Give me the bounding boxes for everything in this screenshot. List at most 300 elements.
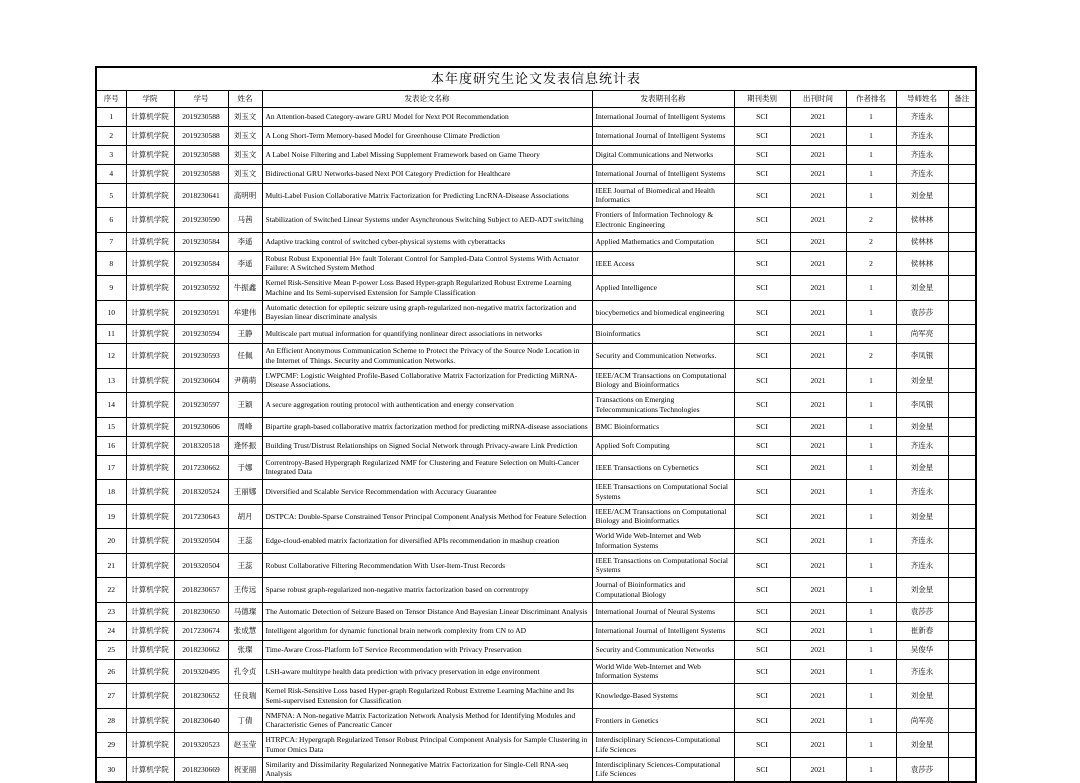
cell: 2019230604 (174, 368, 228, 393)
publication-statistics-table (95, 66, 977, 783)
cell: 2018230650 (174, 602, 228, 621)
cell: SCI (734, 232, 790, 251)
cell: Security and Communication Networks. (592, 344, 734, 369)
cell: Bipartite graph-based collaborative matrix factorization method for predicting miRNA-disease associations (262, 417, 592, 436)
cell: SCI (734, 325, 790, 344)
cell: 李遥 (228, 232, 262, 251)
cell: 1 (846, 578, 896, 603)
cell: SCI (734, 659, 790, 684)
cell: 1 (846, 659, 896, 684)
cell: Security and Communication Networks (592, 640, 734, 659)
cell: 21 (96, 553, 126, 578)
cell: DSTPCA: Double-Sparse Constrained Tensor Principal Component Analysis Method for Feature Selection (262, 504, 592, 529)
cell: A Long Short-Term Memory-based Model for Greenhouse Climate Prediction (262, 126, 592, 145)
cell: 王传远 (228, 578, 262, 603)
table-title-row (96, 67, 976, 90)
cell: 27 (96, 684, 126, 709)
cell (948, 325, 976, 344)
cell: IEEE Transactions on Computational Social Systems (592, 480, 734, 505)
cell: 计算机学院 (126, 145, 174, 164)
cell: SCI (734, 251, 790, 276)
cell: 计算机学院 (126, 300, 174, 325)
cell: 祝亚丽 (228, 757, 262, 782)
cell: 刘金星 (896, 733, 948, 758)
cell: SCI (734, 276, 790, 301)
cell: 计算机学院 (126, 107, 174, 126)
cell: Robust Collaborative Filtering Recommendation With User-Item-Trust Records (262, 553, 592, 578)
page-title: 本年度研究生论文发表信息统计表 (96, 67, 976, 90)
cell: SCI (734, 145, 790, 164)
cell: 2019230588 (174, 145, 228, 164)
cell: Applied Intelligence (592, 276, 734, 301)
cell: 2018230669 (174, 757, 228, 782)
cell: IEEE Transactions on Cybernetics (592, 455, 734, 480)
cell: 2 (846, 251, 896, 276)
cell: International Journal of Intelligent Systems (592, 107, 734, 126)
cell: Building Trust/Distrust Relationships on Signed Social Network through Privacy-aware Link Prediction (262, 436, 592, 455)
cell: SCI (734, 708, 790, 733)
table-header-row (96, 90, 976, 107)
cell: 22 (96, 578, 126, 603)
cell: 2021 (790, 436, 846, 455)
cell: Frontiers in Genetics (592, 708, 734, 733)
table-row (96, 344, 976, 369)
cell: 赵玉莹 (228, 733, 262, 758)
cell (948, 208, 976, 233)
cell: An Efficient Anonymous Communication Scheme to Protect the Privacy of the Source Node Location in the Internet of Things. Security and Communication Networks. (262, 344, 592, 369)
cell: 1 (96, 107, 126, 126)
cell: Time-Aware Cross-Platform IoT Service Recommendation with Privacy Preservation (262, 640, 592, 659)
cell: 2021 (790, 145, 846, 164)
cell: HTRPCA: Hypergraph Regularized Tensor Robust Principal Component Analysis for Sample Clustering in Tumor Omics Data (262, 733, 592, 758)
cell: 孔令贞 (228, 659, 262, 684)
cell: Robust Robust Exponential H∞ fault Tolerant Control for Sampled-Data Control Systems With Actuator Failure: A Switched System Method (262, 251, 592, 276)
table-row (96, 126, 976, 145)
cell: IEEE Access (592, 251, 734, 276)
cell: SCI (734, 368, 790, 393)
cell: 王蕊 (228, 553, 262, 578)
cell: 5 (96, 183, 126, 208)
cell: 刘金星 (896, 684, 948, 709)
cell: 张璨 (228, 640, 262, 659)
cell: 计算机学院 (126, 276, 174, 301)
cell: 28 (96, 708, 126, 733)
cell: Bioinformatics (592, 325, 734, 344)
column-header-7: 期刊类别 (734, 90, 790, 107)
cell: 13 (96, 368, 126, 393)
cell (948, 621, 976, 640)
cell (948, 164, 976, 183)
cell: 2021 (790, 107, 846, 126)
cell: SCI (734, 504, 790, 529)
cell (948, 344, 976, 369)
table-row (96, 107, 976, 126)
table-row (96, 145, 976, 164)
cell: Diversified and Scalable Service Recommendation with Accuracy Guarantee (262, 480, 592, 505)
column-header-3: 学号 (174, 90, 228, 107)
cell: 刘金星 (896, 504, 948, 529)
cell: IEEE/ACM Transactions on Computational Biology and Bioinformatics (592, 504, 734, 529)
cell: 齐连永 (896, 659, 948, 684)
cell: 16 (96, 436, 126, 455)
cell: International Journal of Intelligent Systems (592, 126, 734, 145)
cell: 1 (846, 300, 896, 325)
cell: 计算机学院 (126, 504, 174, 529)
cell: 1 (846, 602, 896, 621)
cell: 齐连永 (896, 529, 948, 554)
cell: 计算机学院 (126, 684, 174, 709)
cell: Applied Soft Computing (592, 436, 734, 455)
cell: 尚军亮 (896, 325, 948, 344)
cell: 计算机学院 (126, 578, 174, 603)
table-row (96, 325, 976, 344)
cell: International Journal of Neural Systems (592, 602, 734, 621)
table-row (96, 368, 976, 393)
table-row (96, 708, 976, 733)
cell: 齐连永 (896, 145, 948, 164)
cell: 2018320518 (174, 436, 228, 455)
column-header-2: 学院 (126, 90, 174, 107)
cell: 崔新春 (896, 621, 948, 640)
cell: Multi-Label Fusion Collaborative Matrix Factorization for Predicting LncRNA-Disease Associations (262, 183, 592, 208)
cell: 2021 (790, 126, 846, 145)
cell: 2021 (790, 325, 846, 344)
cell: 计算机学院 (126, 368, 174, 393)
cell: The Automatic Detection of Seizure Based on Tensor Distance And Bayesian Linear Discriminant Analysis (262, 602, 592, 621)
cell: World Wide Web-Internet and Web Information Systems (592, 659, 734, 684)
cell: 1 (846, 164, 896, 183)
cell: 计算机学院 (126, 621, 174, 640)
cell: SCI (734, 621, 790, 640)
cell: 25 (96, 640, 126, 659)
table-row (96, 684, 976, 709)
cell: 2 (846, 208, 896, 233)
cell: 2 (846, 344, 896, 369)
cell: 2017230674 (174, 621, 228, 640)
cell: 逄怀振 (228, 436, 262, 455)
cell: biocybernetics and biomedical engineering (592, 300, 734, 325)
cell: SCI (734, 183, 790, 208)
cell: NMFNA: A Non-negative Matrix Factorization Network Analysis Method for Identifying Modules and Characteristic Genes of Pancreatic Cancer (262, 708, 592, 733)
cell: 2021 (790, 659, 846, 684)
cell: LWPCMF: Logistic Weighted Profile-Based Collaborative Matrix Factorization for Predicting MiRNA-Disease Associations. (262, 368, 592, 393)
cell (948, 684, 976, 709)
cell: SCI (734, 436, 790, 455)
table-row (96, 208, 976, 233)
cell: 1 (846, 455, 896, 480)
cell: 刘玉文 (228, 164, 262, 183)
cell: 2021 (790, 232, 846, 251)
cell: 计算机学院 (126, 480, 174, 505)
cell: 刘金星 (896, 417, 948, 436)
cell: 24 (96, 621, 126, 640)
cell (948, 417, 976, 436)
cell: Transactions on Emerging Telecommunications Technologies (592, 393, 734, 418)
cell: 1 (846, 276, 896, 301)
cell: 29 (96, 733, 126, 758)
cell: 马茜 (228, 208, 262, 233)
cell: 2021 (790, 733, 846, 758)
cell (948, 640, 976, 659)
cell: 袁莎莎 (896, 757, 948, 782)
cell: 12 (96, 344, 126, 369)
cell: SCI (734, 553, 790, 578)
cell: 2021 (790, 251, 846, 276)
cell: Similarity and Dissimilarity Regularized Nonnegative Matrix Factorization for Single-Cell RNA-seq Analysis (262, 757, 592, 782)
table-row (96, 164, 976, 183)
cell: 计算机学院 (126, 455, 174, 480)
cell: 1 (846, 183, 896, 208)
cell: 1 (846, 708, 896, 733)
cell: 1 (846, 107, 896, 126)
cell: 计算机学院 (126, 602, 174, 621)
cell: SCI (734, 684, 790, 709)
cell: 2021 (790, 504, 846, 529)
cell: 刘金星 (896, 276, 948, 301)
cell (948, 708, 976, 733)
cell: 周峰 (228, 417, 262, 436)
cell: 2021 (790, 708, 846, 733)
cell: 计算机学院 (126, 208, 174, 233)
cell: 1 (846, 640, 896, 659)
cell: SCI (734, 640, 790, 659)
cell: SCI (734, 733, 790, 758)
cell: 15 (96, 417, 126, 436)
cell: 计算机学院 (126, 232, 174, 251)
cell: 9 (96, 276, 126, 301)
cell: 1 (846, 145, 896, 164)
cell: 2021 (790, 183, 846, 208)
cell: 计算机学院 (126, 529, 174, 554)
cell: 2019230594 (174, 325, 228, 344)
cell: Intelligent algorithm for dynamic functional brain network complexity from CN to AD (262, 621, 592, 640)
cell: 刘金星 (896, 455, 948, 480)
cell: 计算机学院 (126, 436, 174, 455)
cell: 牛振鑫 (228, 276, 262, 301)
cell (948, 455, 976, 480)
cell: 齐连永 (896, 107, 948, 126)
cell: 1 (846, 504, 896, 529)
column-header-6: 发表期刊名称 (592, 90, 734, 107)
document-page (95, 66, 977, 783)
table-row (96, 621, 976, 640)
cell: SCI (734, 393, 790, 418)
cell: 计算机学院 (126, 344, 174, 369)
cell: 2021 (790, 417, 846, 436)
cell: 刘玉文 (228, 126, 262, 145)
table-row (96, 602, 976, 621)
cell: 吴俊华 (896, 640, 948, 659)
cell: 刘金星 (896, 183, 948, 208)
table-row (96, 436, 976, 455)
cell: BMC Bioinformatics (592, 417, 734, 436)
cell: 2018230640 (174, 708, 228, 733)
cell: 2021 (790, 368, 846, 393)
cell: 2019320504 (174, 553, 228, 578)
cell: 王蕊 (228, 529, 262, 554)
cell (948, 232, 976, 251)
cell: IEEE/ACM Transactions on Computational Biology and Bioinformatics (592, 368, 734, 393)
cell: 袁莎莎 (896, 300, 948, 325)
cell: 王静 (228, 325, 262, 344)
cell: SCI (734, 344, 790, 369)
cell: 于娜 (228, 455, 262, 480)
table-row (96, 232, 976, 251)
cell: Knowledge-Based Systems (592, 684, 734, 709)
cell: 1 (846, 368, 896, 393)
table-row (96, 251, 976, 276)
cell: 19 (96, 504, 126, 529)
cell: 计算机学院 (126, 393, 174, 418)
table-row (96, 733, 976, 758)
cell: Digital Communications and Networks (592, 145, 734, 164)
cell: SCI (734, 480, 790, 505)
table-row (96, 529, 976, 554)
cell: 2019320523 (174, 733, 228, 758)
cell: 2021 (790, 164, 846, 183)
cell (948, 480, 976, 505)
cell: 2019230584 (174, 232, 228, 251)
cell: Applied Mathematics and Computation (592, 232, 734, 251)
cell (948, 504, 976, 529)
cell: 30 (96, 757, 126, 782)
cell: 2021 (790, 602, 846, 621)
cell: 14 (96, 393, 126, 418)
cell (948, 107, 976, 126)
cell: 丁倩 (228, 708, 262, 733)
cell: 2019230584 (174, 251, 228, 276)
cell: Interdisciplinary Sciences-Computational Life Sciences (592, 733, 734, 758)
cell: 齐连永 (896, 126, 948, 145)
cell: 计算机学院 (126, 126, 174, 145)
cell: 侯林林 (896, 232, 948, 251)
cell: 1 (846, 393, 896, 418)
cell (948, 659, 976, 684)
cell (948, 126, 976, 145)
cell: 2018230652 (174, 684, 228, 709)
cell: Stabilization of Switched Linear Systems under Asynchronous Switching Subject to AED-ADT switching (262, 208, 592, 233)
cell: 1 (846, 757, 896, 782)
column-header-8: 出刊时间 (790, 90, 846, 107)
cell: An Attention-based Category-aware GRU Model for Next POI Recommendation (262, 107, 592, 126)
cell: 2019230597 (174, 393, 228, 418)
cell: 袁莎莎 (896, 602, 948, 621)
cell: 李遥 (228, 251, 262, 276)
cell: 李凤银 (896, 344, 948, 369)
cell: SCI (734, 164, 790, 183)
cell: 计算机学院 (126, 417, 174, 436)
cell: 任佩 (228, 344, 262, 369)
cell: 2019230591 (174, 300, 228, 325)
cell: Multiscale part mutual information for quantifying nonlinear direct associations in networks (262, 325, 592, 344)
cell: 牟建伟 (228, 300, 262, 325)
cell: 1 (846, 553, 896, 578)
cell: International Journal of Intelligent Systems (592, 621, 734, 640)
cell: IEEE Transactions on Computational Social Systems (592, 553, 734, 578)
cell: 2021 (790, 455, 846, 480)
cell: 3 (96, 145, 126, 164)
cell: Automatic detection for epileptic seizure using graph-regularized non-negative matrix factorization and Bayesian linear discriminate analysis (262, 300, 592, 325)
cell: 2019230590 (174, 208, 228, 233)
cell: SCI (734, 602, 790, 621)
cell: 17 (96, 455, 126, 480)
cell: 1 (846, 436, 896, 455)
cell (948, 183, 976, 208)
cell: 2021 (790, 276, 846, 301)
cell: 1 (846, 529, 896, 554)
cell: 2021 (790, 621, 846, 640)
cell: 刘玉文 (228, 107, 262, 126)
cell: 1 (846, 417, 896, 436)
cell: 刘玉文 (228, 145, 262, 164)
cell: 26 (96, 659, 126, 684)
cell (948, 757, 976, 782)
cell: 李凤银 (896, 393, 948, 418)
cell (948, 529, 976, 554)
cell: 7 (96, 232, 126, 251)
table-row (96, 480, 976, 505)
cell: 计算机学院 (126, 640, 174, 659)
table-row (96, 300, 976, 325)
column-header-1: 序号 (96, 90, 126, 107)
cell: 尹萌萌 (228, 368, 262, 393)
cell: 马德璨 (228, 602, 262, 621)
cell (948, 393, 976, 418)
cell (948, 368, 976, 393)
cell: 2021 (790, 344, 846, 369)
cell: 18 (96, 480, 126, 505)
cell: 2018230657 (174, 578, 228, 603)
cell: 23 (96, 602, 126, 621)
cell: 2021 (790, 553, 846, 578)
table-row (96, 276, 976, 301)
cell: 1 (846, 126, 896, 145)
table-row (96, 504, 976, 529)
cell: 1 (846, 480, 896, 505)
table-row (96, 393, 976, 418)
cell: SCI (734, 126, 790, 145)
table-row (96, 640, 976, 659)
cell: IEEE Journal of Biomedical and Health Informatics (592, 183, 734, 208)
table-row (96, 455, 976, 480)
cell: Sparse robust graph-regularized non-negative matrix factorization based on correntropy (262, 578, 592, 603)
cell: 计算机学院 (126, 251, 174, 276)
cell: 10 (96, 300, 126, 325)
cell: 2019230588 (174, 126, 228, 145)
cell: 2021 (790, 208, 846, 233)
cell: 齐连永 (896, 480, 948, 505)
cell: 1 (846, 621, 896, 640)
cell: World Wide Web-Internet and Web Information Systems (592, 529, 734, 554)
cell: SCI (734, 300, 790, 325)
cell: 1 (846, 684, 896, 709)
cell: 王颖 (228, 393, 262, 418)
cell: 计算机学院 (126, 164, 174, 183)
cell: 齐连永 (896, 164, 948, 183)
cell: 1 (846, 733, 896, 758)
cell: 2021 (790, 480, 846, 505)
cell (948, 145, 976, 164)
cell: 20 (96, 529, 126, 554)
cell: 任良瑞 (228, 684, 262, 709)
cell: 2019230588 (174, 164, 228, 183)
cell: Correntropy-Based Hypergraph Regularized NMF for Clustering and Feature Selection on Multi-Cancer Integrated Data (262, 455, 592, 480)
cell: 2019230606 (174, 417, 228, 436)
table-row (96, 183, 976, 208)
cell: 6 (96, 208, 126, 233)
cell (948, 276, 976, 301)
table-body (96, 107, 976, 782)
